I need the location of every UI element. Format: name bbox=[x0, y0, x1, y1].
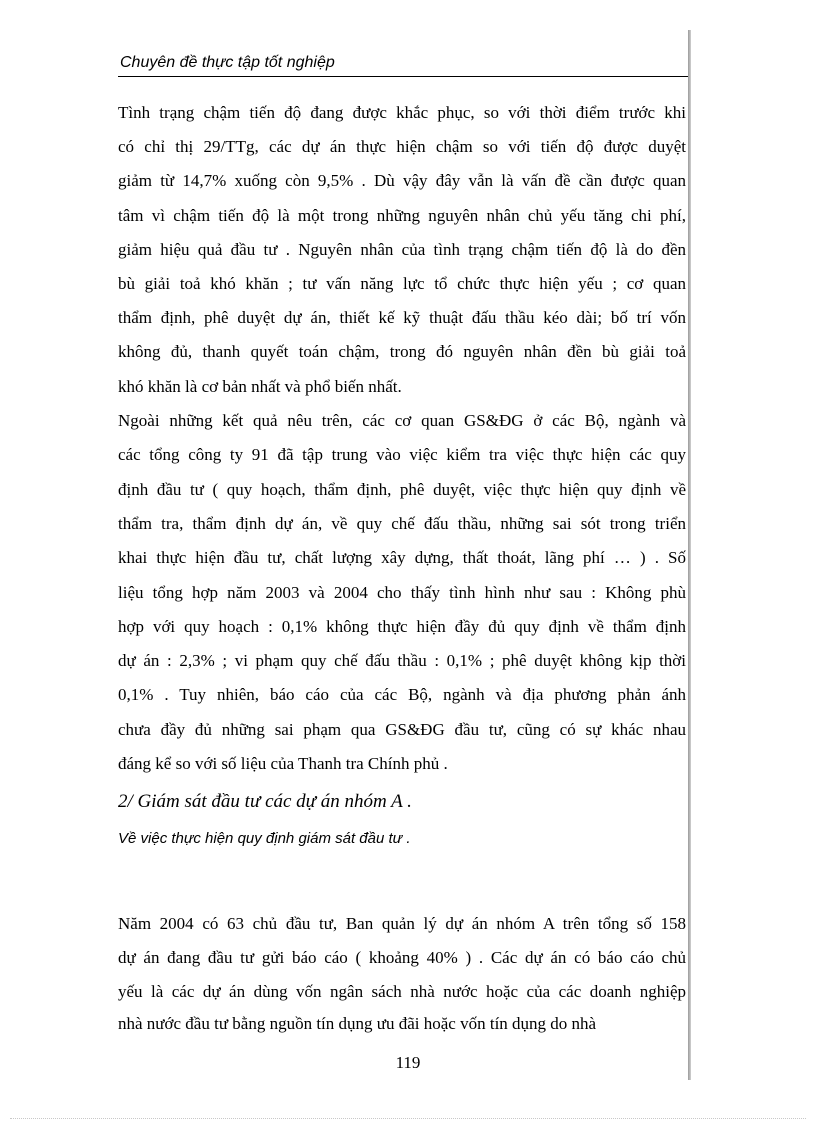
paragraph-line: thẩm định, phê duyệt dự án, thiết kế kỹ thuật đấu thầu kéo dài; bố trí vốn bbox=[118, 308, 686, 328]
section-subheading: Về việc thực hiện quy định giám sát đầu tư . bbox=[118, 830, 411, 847]
paragraph-line: dự án : 2,3% ; vi phạm quy chế đấu thầu : 0,1% ; phê duyệt không kịp thời bbox=[118, 651, 686, 671]
paragraph-line: Ngoài những kết quả nêu trên, các cơ quan GS&ĐG ở các Bộ, ngành và bbox=[118, 411, 686, 430]
paragraph-line: hợp với quy hoạch : 0,1% không thực hiện đầy đủ quy định về thẩm định bbox=[118, 616, 686, 636]
paragraph-line: giảm hiệu quả đầu tư . Nguyên nhân của tình trạng chậm tiến độ là do đền bbox=[118, 239, 686, 259]
paragraph-line: yếu là các dự án dùng vốn ngân sách nhà nước hoặc của các doanh nghiệp bbox=[118, 982, 686, 1001]
paragraph-line: tâm vì chậm tiến độ là một trong những nguyên nhân chủ yếu tăng chi phí, bbox=[118, 205, 686, 225]
paragraph-line: Năm 2004 có 63 chủ đầu tư, Ban quản lý dự án nhóm A trên tổng số 158 bbox=[118, 914, 686, 933]
running-header: Chuyên đề thực tập tốt nghiệp bbox=[120, 54, 335, 71]
section-heading: 2/ Giám sát đầu tư các dự án nhóm A . bbox=[118, 791, 412, 812]
page-edge-shadow bbox=[688, 30, 691, 1080]
paragraph-line: các tổng công ty 91 đã tập trung vào việc kiểm tra việc thực hiện các quy bbox=[118, 445, 686, 465]
paragraph-line: khó khăn là cơ bản nhất và phổ biến nhất. bbox=[118, 376, 402, 396]
paragraph-line: thẩm tra, thẩm định dự án, về quy chế đấu thầu, những sai sót trong triển bbox=[118, 513, 686, 533]
paragraph-line: Tình trạng chậm tiến độ đang được khắc phục, so với thời điểm trước khi bbox=[118, 103, 686, 122]
paragraph-line: không đủ, thanh quyết toán chậm, trong đó nguyên nhân đền bù giải toả bbox=[118, 342, 686, 362]
paragraph-line: bù giải toả khó khăn ; tư vấn năng lực tổ chức thực hiện yếu ; cơ quan bbox=[118, 274, 686, 293]
page-bottom-border bbox=[10, 1118, 806, 1119]
header-rule bbox=[118, 76, 688, 77]
paragraph-line: dự án đang đầu tư gửi báo cáo ( khoảng 40% ) . Các dự án có báo cáo chủ bbox=[118, 948, 686, 967]
paragraph-line: định đầu tư ( quy hoạch, thẩm định, phê duyệt, việc thực hiện quy định về bbox=[118, 479, 686, 499]
paragraph-line: liệu tổng hợp năm 2003 và 2004 cho thấy tình hình như sau : Không phù bbox=[118, 582, 686, 602]
paragraph-line: đáng kể so với số liệu của Thanh tra Chính phủ . bbox=[118, 754, 448, 773]
paragraph-line: giảm từ 14,7% xuống còn 9,5% . Dù vậy đây vẫn là vấn đề cần được quan bbox=[118, 171, 686, 191]
paragraph-line: chưa đầy đủ những sai phạm qua GS&ĐG đầu tư, cũng có sự khác nhau bbox=[118, 719, 686, 739]
page-number: 119 bbox=[395, 1053, 421, 1072]
paragraph-line: nhà nước đầu tư bằng nguồn tín dụng ưu đãi hoặc vốn tín dụng do nhà bbox=[118, 1014, 597, 1033]
paragraph-line: 0,1% . Tuy nhiên, báo cáo của các Bộ, ngành và địa phương phản ánh bbox=[118, 685, 686, 705]
paragraph-line: có chỉ thị 29/TTg, các dự án thực hiện chậm so với tiến độ được duyệt bbox=[118, 137, 686, 157]
paragraph-line: khai thực hiện đầu tư, chất lượng xây dựng, thất thoát, lãng phí … ) . Số bbox=[118, 548, 686, 568]
